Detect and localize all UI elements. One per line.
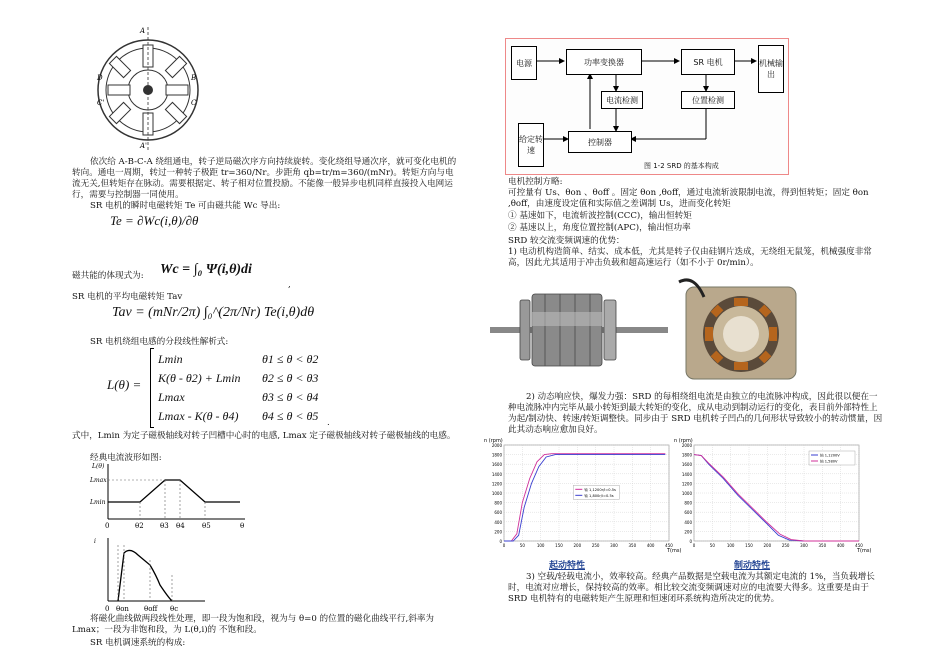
y-tick-label: 800 bbox=[684, 500, 692, 506]
legend-label: 轴 1,800r/l=0.5s bbox=[584, 493, 614, 498]
plot1-lmax-label: Lmax bbox=[90, 477, 107, 484]
block-controller: 控制器 bbox=[568, 131, 632, 153]
piecewise-cond-3: θ3 ≤ θ < θ4 bbox=[262, 390, 319, 404]
piecewise-expressions bbox=[158, 350, 241, 426]
piecewise-cond-1: θ1 ≤ θ < θ2 bbox=[262, 352, 319, 366]
x-tick-label: 150 bbox=[555, 543, 563, 548]
plot1-xlabel-2: θ3 bbox=[160, 522, 169, 530]
inductance-intro: SR 电机绕组电感的分段线性解析式: bbox=[90, 337, 229, 347]
y-tick-label: 2000 bbox=[681, 443, 692, 448]
piecewise-expr-4: Lmax - K(θ - θ4) bbox=[158, 409, 239, 423]
piecewise-expr-2: K(θ - θ2) + Lmin bbox=[158, 371, 241, 385]
equation-text: Te = ∂Wc(i,θ)/∂θ bbox=[110, 213, 199, 228]
svg-text:C': C' bbox=[97, 99, 105, 107]
waveform-label: 经典电流波形如图: bbox=[90, 453, 162, 463]
equation-coenergy: Wc = ∫₀ Ψ(i,θ)di bbox=[160, 262, 252, 277]
y-tick-label: 1400 bbox=[681, 471, 692, 477]
paragraph-step-sequence: 依次给 A-B-C-A 绕组通电，转子逆局磁次序方向持续旋转。变化绕组导通次序，就可变化电机的转向。通电一周期，转过一种转子极距 tr=360/Nr。步距角 qb=tr/m=360/(mNr)。转矩方向与电流无关,但转矩存在脉动。需要根据定、转子相对位置投励。不能像一般异步电机同样直接投入电网运行，需要与控制器一同使用。 bbox=[72, 157, 457, 200]
y-tick-label: 0 bbox=[689, 539, 692, 544]
x-tick-label: 450 bbox=[855, 543, 863, 548]
x-tick-label: 350 bbox=[628, 543, 637, 548]
x-tick-label: 50 bbox=[709, 543, 715, 548]
y-tick-label: 1600 bbox=[491, 462, 502, 468]
y-tick-label: 1600 bbox=[681, 462, 692, 468]
control-strategy-title: 电机控制方略: bbox=[508, 177, 563, 187]
inductance-profile-plot bbox=[90, 462, 250, 532]
x-tick-label: 0 bbox=[502, 543, 506, 548]
x-tick-label: 250 bbox=[591, 543, 600, 548]
advantages-title: SRD 较交流变频调速的优势： bbox=[508, 236, 625, 246]
block-power: 电源 bbox=[511, 46, 537, 80]
start-chart-caption: 起动特性 bbox=[549, 561, 586, 571]
stator-photo bbox=[674, 272, 806, 382]
x-tick-label: 350 bbox=[818, 543, 827, 548]
plot2-xlabel-0: 0 bbox=[105, 605, 110, 613]
advantage-3: 3) 空载/轻载电流小，效率较高。经典产品数据是空载电流为其额定电流的 1%，当负载增长时，电流对应增长，保持较高的效率。相比较交流变频调速对应的电流要大得多。这重要是由于 SRD 电机特有的电磁转矩产生原理和恒速闭环系统构造所决定的优势。 bbox=[508, 572, 875, 604]
x-tick-label: 450 bbox=[665, 543, 673, 548]
period-mark: . bbox=[327, 418, 330, 428]
x-tick-label: 50 bbox=[519, 543, 525, 548]
y-tick-label: 1200 bbox=[491, 481, 502, 487]
plot2-xlabel-3: θc bbox=[170, 605, 179, 613]
block-sr-motor: SR 电机 bbox=[681, 49, 735, 75]
y-tick-label: 200 bbox=[684, 529, 692, 535]
rotor-photo bbox=[490, 282, 668, 377]
braking-characteristic-chart bbox=[672, 433, 872, 555]
block-converter: 功率变换器 bbox=[566, 49, 642, 75]
x-axis-label: T(ms) bbox=[857, 548, 872, 554]
block-position-detect: 位置检测 bbox=[681, 91, 735, 109]
piecewise-cond-2: θ2 ≤ θ < θ3 bbox=[262, 371, 319, 385]
equation-inductance-lhs: L(θ) = bbox=[107, 377, 142, 392]
piecewise-brace bbox=[150, 348, 154, 428]
legend-label: 轴 1,580V bbox=[820, 459, 838, 464]
control-strategy-text: 可控量有 Us、θon 、θoff 。固定 θon ,θoff，通过电流斩波限制电流，得到恒转矩；固定 θon ,θoff，由速度设定值和实际值之差调制 Us，进而变化转矩 bbox=[508, 188, 869, 209]
legend-label: 轴 1,1200r/l=0.5s bbox=[584, 487, 616, 492]
plot1-xlabel-0: 0 bbox=[105, 522, 110, 530]
plot1-xlabel-1: θ2 bbox=[135, 522, 144, 530]
y-tick-label: 400 bbox=[684, 519, 692, 525]
current-curve bbox=[118, 550, 172, 601]
paragraph-magnetization: 将磁化曲线做两段线性处理，即一段为饱和段，视为与 θ=0 的位置的磁化曲线平行,斜率为 Lmax；一段为非饱和段，为 L(θ,i)的 不饱和段。 bbox=[72, 614, 435, 635]
paragraph-lmin-lmax: 式中，Lmin 为定子磁极轴线对转子凹槽中心时的电感, Lmax 定子磁极轴线对转子磁极轴线的电感。 bbox=[72, 431, 456, 441]
svg-text:A': A' bbox=[140, 142, 147, 150]
y-tick-label: 1400 bbox=[491, 471, 502, 477]
x-tick-label: 300 bbox=[800, 543, 808, 548]
equation-instant-torque bbox=[110, 213, 198, 229]
avg-torque-label: SR 电机的平均电磁转矩 Tav bbox=[72, 292, 183, 302]
control-item-2: ② 基速以上，角度位置控制(APC)，输出恒功率 bbox=[508, 223, 691, 233]
y-tick-label: 1800 bbox=[681, 452, 692, 458]
advantage-1: 1) 电动机构造简单、结实、成本低，尤其是转子仅由硅钢片迭成，无绕组无鼠笼，机械强度非常高，因此尤其适用于冲击负载和超高速运行（如不小于 0r/min）。 bbox=[508, 247, 872, 268]
piecewise-expr-1: Lmin bbox=[158, 352, 183, 366]
y-tick-label: 200 bbox=[494, 529, 502, 535]
coenergy-label: 磁共能的体现式为: bbox=[72, 271, 144, 281]
y-axis-label: n (rpm) bbox=[484, 438, 503, 444]
y-axis-label: n (rpm) bbox=[674, 438, 693, 444]
legend-label: 轴 1,1200V bbox=[820, 453, 840, 458]
piecewise-expr-3: Lmax bbox=[158, 390, 185, 404]
equation-avg-torque: Tav = (mNr/2π) ∫₀^(2π/Nr) Te(i,θ)dθ bbox=[112, 305, 315, 320]
start-characteristic-chart bbox=[482, 433, 682, 555]
y-tick-label: 600 bbox=[684, 510, 692, 516]
advantage-2: 2) 动态响应快，爆发力强：SRD 的每相绕组电流是由独立的电流脉冲构成，因此很以便在一种电流脉冲内完毕从最小转矩到最大转矩的变化，成从电动到制动运行的变化，表目前外部特性上为起/制动快、转速/转矩调整快。同步由于 SRD 电机转子凹凸的几何形状导致较小的转动惯量，因此其动态响应愈加良好。 bbox=[508, 392, 883, 435]
plot1-ylabel: L(θ) bbox=[92, 463, 105, 470]
block-diagram-caption: 图 1-2 SRD 的基本构成 bbox=[644, 162, 719, 170]
current-waveform-plot bbox=[90, 535, 210, 615]
piecewise-cond-4: θ4 ≤ θ < θ5 bbox=[262, 409, 319, 423]
block-speed-setpoint: 给定转速 bbox=[518, 123, 544, 167]
y-tick-label: 1000 bbox=[681, 491, 692, 496]
x-tick-label: 100 bbox=[726, 543, 735, 548]
plot1-xlabel-3: θ4 bbox=[176, 522, 185, 530]
x-tick-label: 400 bbox=[646, 543, 655, 548]
plot2-xlabel-2: θoff bbox=[144, 605, 158, 613]
block-current-detect: 电流检测 bbox=[601, 91, 643, 109]
y-tick-label: 2000 bbox=[491, 443, 502, 448]
x-tick-label: 300 bbox=[610, 543, 618, 548]
block-diagram-frame bbox=[505, 38, 789, 175]
piecewise-conditions bbox=[262, 350, 318, 426]
x-tick-label: 400 bbox=[836, 543, 845, 548]
x-tick-label: 150 bbox=[745, 543, 753, 548]
y-tick-label: 600 bbox=[494, 510, 502, 516]
x-tick-label: 250 bbox=[781, 543, 790, 548]
paragraph-system-composition: SR 电机调速系统的构成: bbox=[90, 638, 186, 648]
plot2-ylabel: i bbox=[94, 538, 96, 545]
svg-text:C: C bbox=[191, 99, 197, 107]
y-tick-label: 1200 bbox=[681, 481, 692, 487]
control-item-1: ① 基速如下，电流斩波控制(CCC)，输出恒转矩 bbox=[508, 211, 692, 221]
brake-chart-caption: 制动特性 bbox=[734, 561, 771, 571]
svg-text:D: D bbox=[97, 74, 103, 82]
y-tick-label: 400 bbox=[494, 519, 502, 525]
inductance-curve bbox=[108, 480, 240, 502]
y-tick-label: 800 bbox=[494, 500, 502, 506]
x-tick-label: 200 bbox=[763, 543, 772, 548]
motor-cross-section-diagram bbox=[95, 25, 200, 150]
x-axis-label: T(ms) bbox=[667, 548, 682, 554]
paragraph-torque-intro: SR 电机的瞬时电磁转矩 Te 可由磁共能 Wc 导出: bbox=[90, 201, 281, 211]
y-tick-label: 1800 bbox=[491, 452, 502, 458]
block-diagram-arrows bbox=[506, 39, 788, 174]
x-tick-label: 0 bbox=[692, 543, 696, 548]
y-tick-label: 1000 bbox=[491, 491, 502, 496]
plot1-lmin-label: Lmin bbox=[90, 499, 106, 506]
plot2-xlabel-1: θon bbox=[116, 605, 129, 613]
block-mech-output: 机械输出 bbox=[758, 45, 784, 93]
svg-text:B: B bbox=[191, 74, 197, 82]
plot1-xlabel-5: θ bbox=[240, 522, 245, 530]
plot1-xlabel-4: θ5 bbox=[202, 522, 211, 530]
comma-mark: , bbox=[288, 280, 291, 290]
svg-text:A: A bbox=[140, 27, 146, 35]
x-tick-label: 200 bbox=[573, 543, 582, 548]
y-tick-label: 0 bbox=[499, 539, 502, 544]
x-tick-label: 100 bbox=[536, 543, 545, 548]
